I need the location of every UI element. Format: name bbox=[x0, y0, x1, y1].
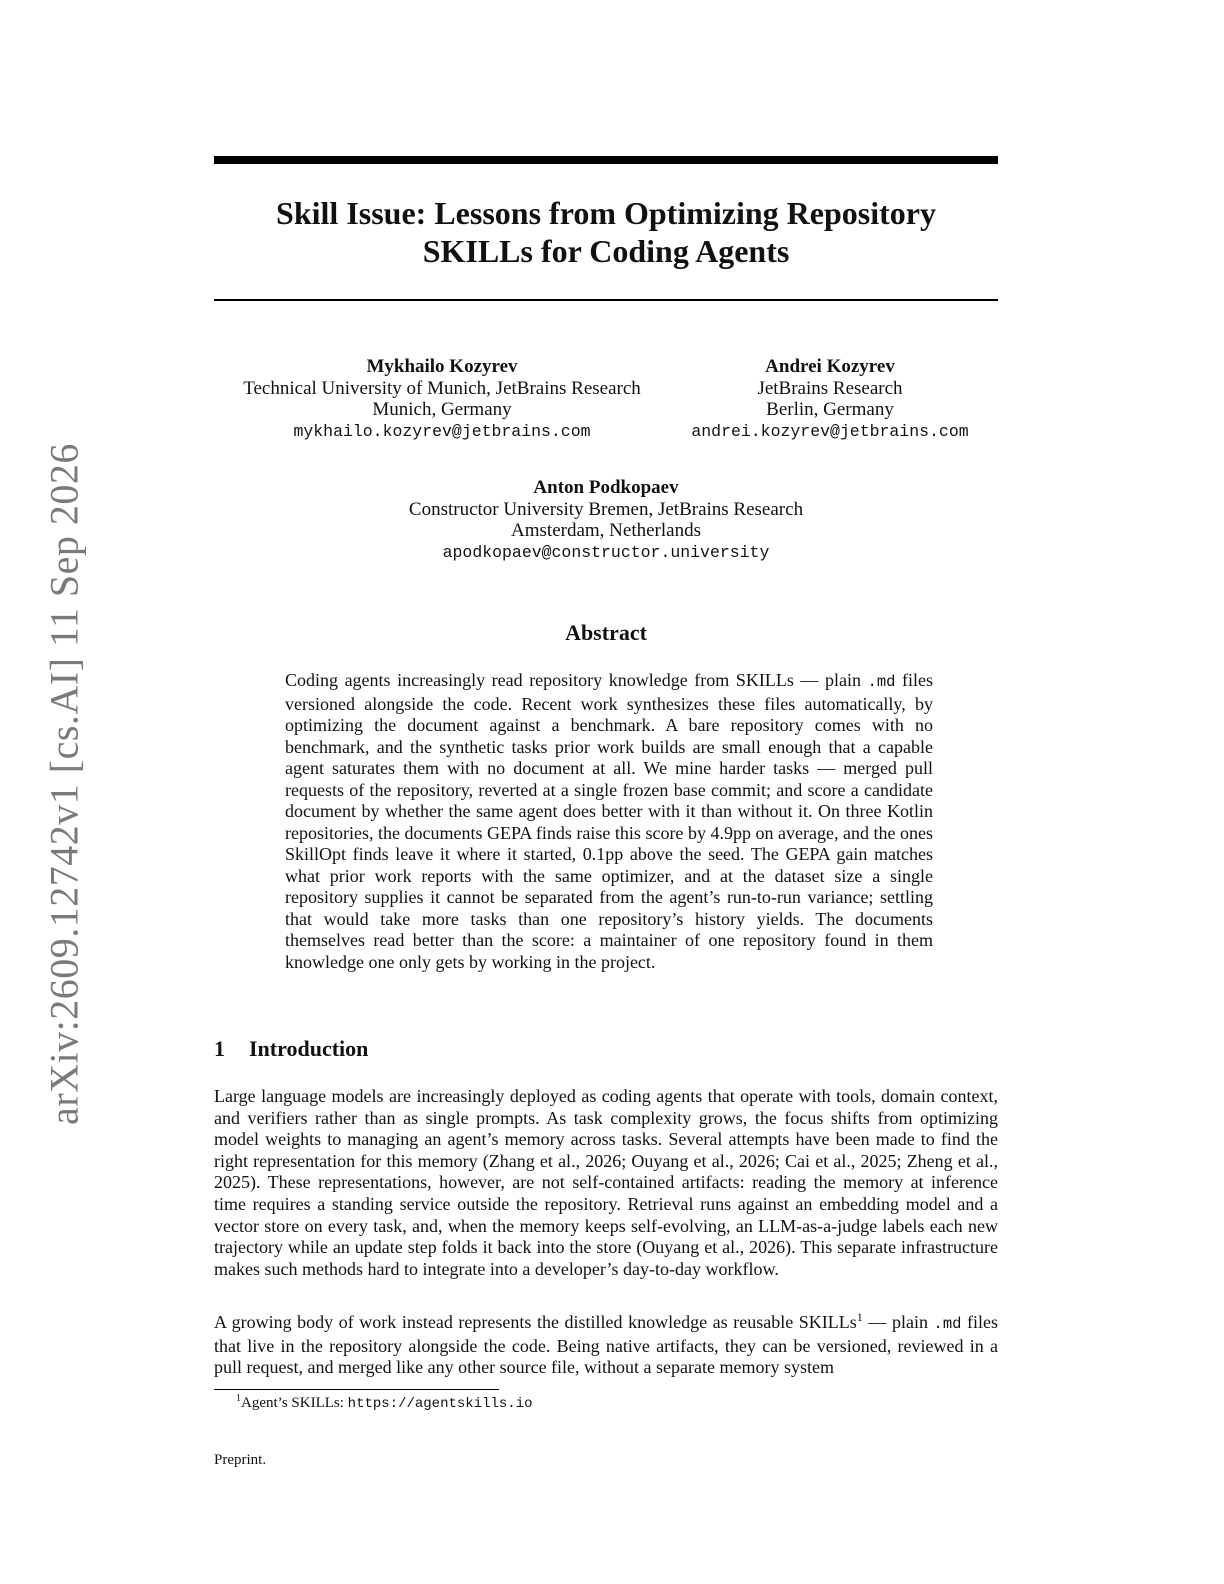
author-block bbox=[222, 356, 662, 442]
footnote-reference[interactable]: 1 bbox=[856, 1310, 863, 1324]
intro-paragraph-2 bbox=[214, 1312, 998, 1379]
author-name: Andrei Kozyrev bbox=[765, 356, 895, 377]
title-line-2: SKILLs for Coding Agents bbox=[422, 233, 790, 269]
abstract-inline-code: .md bbox=[867, 673, 896, 691]
section-heading bbox=[214, 1036, 368, 1062]
footnote-rule bbox=[214, 1389, 499, 1390]
intro-inline-code: .md bbox=[933, 1315, 962, 1333]
footnote bbox=[236, 1394, 533, 1413]
intro-paragraph-1: Large language models are increasingly deployed as coding agents that operate with tools, domain context, and verifiers rather than as single prompts. As task complexity grows, the focus shifts from optimizing model weights to managing an agent’s memory across tasks. Several attempts have been made to find the right representation for this memory (Zhang et al., 2026; Ouyang et al., 2026; Cai et al., 2025; Zheng et al., 2025). These representations, however, are not self-contained artifacts: reading the memory at inference time requires a standing service outside the repository. Retrieval runs against an embedding model and a vector store on every task, and, when the memory keeps self-evolving, an LLM-as-a-judge labels each new trajectory while an update step folds it back into the store (Ouyang et al., 2026). This separate infrastructure makes such methods hard to integrate into a developer’s day-to-day workflow. bbox=[214, 1086, 998, 1279]
paper-title bbox=[214, 194, 998, 270]
author-email: apodkopaev@constructor.university bbox=[442, 542, 770, 562]
title-top-rule bbox=[214, 156, 998, 164]
author-location: Amsterdam, Netherlands bbox=[511, 520, 701, 541]
author-affiliation: JetBrains Research bbox=[757, 377, 903, 399]
title-line-1: Skill Issue: Lessons from Optimizing Repository bbox=[276, 195, 936, 231]
footnote-link[interactable]: https://agentskills.io bbox=[347, 1396, 533, 1412]
author-email: andrei.kozyrev@jetbrains.com bbox=[691, 421, 969, 441]
author-block bbox=[672, 356, 988, 442]
abstract-text-start: Coding agents increasingly read repository knowledge from SKILLs — plain bbox=[285, 670, 868, 690]
section-title: Introduction bbox=[249, 1036, 369, 1061]
author-affiliation: Constructor University Bremen, JetBrains Research bbox=[408, 498, 804, 520]
footnote-mark: 1 bbox=[236, 1393, 241, 1404]
author-location: Berlin, Germany bbox=[766, 399, 894, 420]
intro-p2-text-start: A growing body of work instead represents the distilled knowledge as reusable SKILLs bbox=[214, 1312, 857, 1332]
abstract-heading: Abstract bbox=[565, 620, 647, 645]
abstract-body bbox=[285, 670, 933, 973]
author-affiliation: Technical University of Munich, JetBrains Research bbox=[243, 377, 641, 399]
author-name: Mykhailo Kozyrev bbox=[366, 356, 518, 377]
author-location: Munich, Germany bbox=[372, 399, 512, 420]
intro-p2-text-middle: — plain bbox=[862, 1312, 934, 1332]
section-number: 1 bbox=[214, 1036, 225, 1061]
footnote-text: Agent’s SKILLs: bbox=[241, 1395, 348, 1411]
title-bottom-rule bbox=[214, 299, 998, 301]
intro-p2-text-rest: files that live in the repository alongside the code. Being native artifacts, they can be versioned, reviewed in a pull request, and merged like any other source file, without a separate memory system bbox=[214, 1312, 999, 1378]
author-block bbox=[306, 477, 906, 563]
arxiv-side-stamp: arXiv:2609.12742v1 [cs.AI] 11 Sep 2026 bbox=[41, 443, 87, 1125]
author-email: mykhailo.kozyrev@jetbrains.com bbox=[293, 421, 591, 441]
preprint-note: Preprint. bbox=[214, 1452, 267, 1468]
abstract-text-rest: files versioned alongside the code. Recent work synthesizes these files automatically, by optimizing the document against a benchmark. A bare repository comes with no benchmark, and the synthetic tasks prior work builds are small enough that a capable agent saturates them with no document at all. We mine harder tasks — merged pull requests of the repository, reverted at a single frozen base commit; and score a candidate document by whether the same agent does better with it than without it. On three Kotlin repositories, the documents GEPA finds raise this score by 4.9pp on average, and the ones SkillOpt finds leave it where it started, 0.1pp above the seed. The GEPA gain matches what prior work reports with the same optimizer, and at the dataset size a single repository supplies it cannot be separated from the agent’s run-to-run variance; settling that would take more tasks than one repository’s history yields. The documents themselves read better than the score: a maintainer of one repository found in them knowledge one only gets by working in the project. bbox=[285, 670, 933, 972]
author-name: Anton Podkopaev bbox=[533, 477, 679, 498]
